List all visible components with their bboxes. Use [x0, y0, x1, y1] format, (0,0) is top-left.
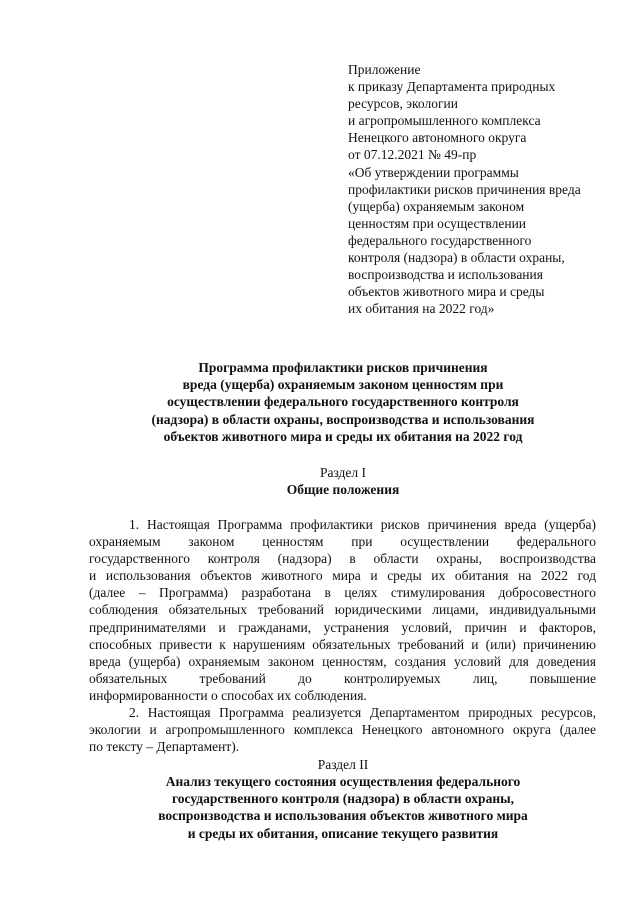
appendix-line: профилактики рисков причинения вреда [348, 181, 581, 197]
paragraph-line: охраняемым законом ценностям при осуществлении федерального [89, 534, 596, 550]
section2-heading-line: воспроизводства и использования объектов животного мира [158, 808, 528, 824]
appendix-line: ценностям при осуществлении [348, 215, 527, 231]
paragraph-line: способных привести к нарушениям обязательных требований и (или) причинению [89, 636, 596, 652]
section1-paragraph1 [89, 516, 596, 704]
document-title [86, 359, 600, 445]
paragraph-line: экологии и агропромышленного комплекса Ненецкого автономного округа (далее [89, 722, 596, 738]
section2-heading-line: государственного контроля (надзора) в области охраны, [171, 791, 515, 807]
paragraph-line: предпринимателями и гражданами, устранения условий, причин и факторов, [89, 619, 596, 635]
appendix-block [348, 61, 618, 317]
paragraph-line: по тексту – Департамент). [89, 739, 240, 755]
title-line: объектов животного мира и среды их обитания на 2022 год [163, 428, 523, 444]
section2-number: Раздел II [317, 757, 369, 772]
appendix-line: Приложение [348, 62, 421, 77]
paragraph-line: 1. Настоящая Программа профилактики рисков причинения вреда (ущерба) [129, 517, 596, 532]
paragraph-line: 2. Настоящая Программа реализуется Департаментом природных ресурсов, [129, 705, 596, 720]
paragraph-line: информированности о способах их соблюдения. [89, 687, 367, 703]
appendix-line: контроля (надзора) в области охраны, [348, 250, 565, 266]
title-line: осуществлении федерального государственного контроля [167, 394, 519, 410]
section2-heading-line: Анализ текущего состояния осуществления федерального [165, 774, 521, 789]
appendix-line: (ущерба) охраняемым законом [348, 198, 525, 214]
section2-heading-line: и среды их обитания, описание текущего развития [187, 825, 499, 841]
appendix-line: «Об утверждении программы [348, 164, 519, 180]
appendix-line: и агропромышленного комплекса [348, 113, 541, 129]
paragraph-line: обязательных требований до контролируемых лиц, повышение [89, 670, 596, 686]
section2-heading [86, 773, 600, 842]
section1-heading-line: Общие положения [286, 482, 400, 497]
section1-number: Раздел I [319, 465, 367, 480]
appendix-line: ресурсов, экологии [348, 96, 458, 112]
paragraph-line: (далее – Программа) разработана в целях стимулирования добросовестного [89, 585, 596, 601]
section1-heading [86, 481, 600, 498]
appendix-line: Ненецкого автономного округа [348, 130, 527, 146]
section1-paragraph2 [89, 704, 596, 755]
appendix-line: от 07.12.2021 № 49-пр [348, 147, 477, 163]
paragraph-line: вреда (ущерба) охраняемым законом ценностям, создания условий для доведения [89, 653, 596, 669]
paragraph-line: государственного контроля (надзора) в области охраны, воспроизводства [89, 551, 596, 567]
appendix-line: воспроизводства и использования [348, 267, 543, 283]
appendix-line: их обитания на 2022 год» [348, 301, 495, 317]
appendix-line: к приказу Департамента природных [348, 79, 556, 95]
title-line: Программа профилактики рисков причинения [198, 360, 488, 375]
title-line: вреда (ущерба) охраняемым законом ценностям при [182, 377, 504, 393]
paragraph-line: соблюдения обязательных требований юридическими лицами, индивидуальными [89, 602, 596, 618]
paragraph-line: и использования объектов животного мира и среды их обитания на 2022 год [89, 568, 596, 584]
appendix-line: федерального государственного [348, 232, 532, 248]
title-line: (надзора) в области охраны, воспроизводства и использования [151, 411, 535, 427]
appendix-line: объектов животного мира и среды [348, 284, 545, 300]
